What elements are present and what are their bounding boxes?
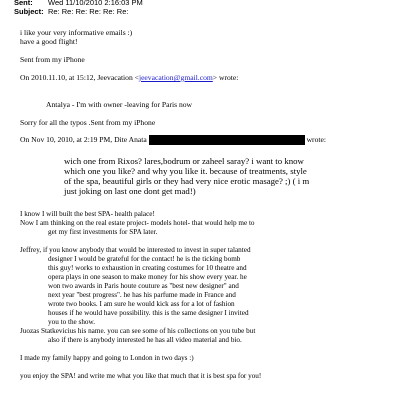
body-line: Sorry for all the typos .Sent from my iPhone <box>20 118 156 127</box>
redaction-bar <box>149 135 305 145</box>
body-line: you enjoy the SPA! and write me what you like that much that it is best spa for you! <box>20 372 262 380</box>
sent-value: Wed 11/10/2010 2:16:03 PM <box>48 0 143 7</box>
subject-label: Subject: <box>14 7 44 16</box>
body-line: designer I would be grateful for the contact! he is the ticking bomb <box>48 255 241 263</box>
body-line: wrote two books. I am sure he would kick ass for a lot of fashion <box>48 300 235 308</box>
quote-header-1: On 2010.11.10, at 15:12, Jeevacation <jeevacation@gmail.com> wrote: <box>20 73 239 82</box>
body-line: this guy! works to exhaustion in creating costumes for 10 theatre and <box>48 264 247 272</box>
quoted-line: of the spa, beautiful girls or they had very nice erotic masage? ;) ( i m <box>64 176 310 186</box>
body-line: get my first investments for SPA later. <box>48 228 158 236</box>
subject-value: Re: Re: Re: Re: Re: Re: <box>48 7 129 16</box>
sent-label: Sent: <box>14 0 33 7</box>
body-line: Jeffrey, if you know anybody that would be interested to invest in super talanted <box>20 246 251 254</box>
quoted-line: just joking on last one dont get mad!) <box>64 186 196 196</box>
body-line: Juozas Statkevicius his name. you can see some of his collections on you tube but <box>20 327 256 335</box>
body-line: i like your very informative emails :) <box>20 28 133 37</box>
body-line: I know I will built the best SPA- health palace! <box>20 210 155 218</box>
subject-row <box>14 6 128 17</box>
body-line: have a good flight! <box>20 37 78 46</box>
body-line: also if there is anybody interested he has all video material and bio. <box>48 336 242 344</box>
body-line: you to the show. <box>48 318 96 326</box>
body-line: houses if he would have possibility. this is the same designer I invited <box>48 309 249 317</box>
quoted-line: wich one from Rixos? lares,bodrum or zaheel saray? i want to know <box>64 156 304 166</box>
body-line: I made my family happy and going to London in two days :) <box>20 354 194 362</box>
body-line: Sent from my iPhone <box>20 55 85 64</box>
quote-header-2: On Nov 10, 2010, at 2:19 PM, Dite Anata wrote: <box>20 135 326 144</box>
email-link[interactable]: jeevacation@gmail.com <box>138 73 213 82</box>
body-line: Now I am thinking on the real estate project- models hotel- that would help me to <box>20 219 255 227</box>
body-line: next year "best progress". he has his parfume made in France and <box>48 291 236 299</box>
body-line: opera plays in one season to make money for his show every year. he <box>48 273 247 281</box>
quoted-line: which one you like? and why you like it. because of treatments, style <box>64 166 307 176</box>
body-line: Antalya - I'm with owner -leaving for Paris now <box>46 100 193 109</box>
body-line: won two awards in Paris houte couture as "best new designer" and <box>48 282 239 290</box>
